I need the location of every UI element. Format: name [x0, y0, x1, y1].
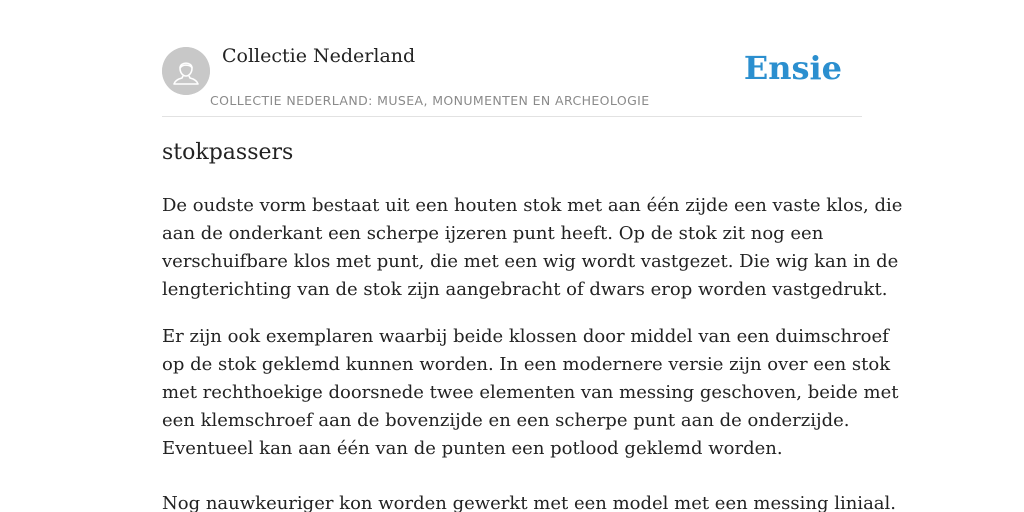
entry-header — [162, 0, 862, 117]
paragraph-line: Nog nauwkeuriger kon worden gewerkt met een model met een messing liniaal. — [162, 493, 897, 512]
paragraph-1 — [162, 192, 903, 304]
page-title: stokpassers — [162, 140, 294, 165]
collection-label[interactable]: COLLECTIE NEDERLAND: MUSEA, MONUMENTEN EN ARCHEOLOGIE — [210, 93, 650, 108]
paragraph-line: Er zijn ook exemplaren waarbij beide klossen door middel van een duimschroef — [162, 326, 889, 347]
paragraph-line: aan de onderkant een scherpe ijzeren punt heeft. Op de stok zit nog een — [162, 223, 824, 244]
paragraph-3 — [162, 490, 897, 512]
paragraph-line: een klemschroef aan de bovenzijde en een scherpe punt aan de onderzijde. — [162, 410, 850, 431]
brand-logo[interactable]: Ensie — [743, 49, 842, 87]
paragraph-line: De oudste vorm bestaat uit een houten stok met aan één zijde een vaste klos, die — [162, 195, 903, 216]
paragraph-line: op de stok geklemd kunnen worden. In een modernere versie zijn over een stok — [162, 354, 891, 375]
paragraph-2 — [162, 323, 899, 463]
paragraph-line: lengterichting van de stok zijn aangebracht of dwars erop worden vastgedrukt. — [162, 279, 888, 300]
user-silhouette-icon — [162, 47, 210, 95]
paragraph-line: verschuifbare klos met punt, die met een wig wordt vastgezet. Die wig kan in de — [162, 251, 899, 272]
paragraph-line: Eventueel kan aan één van de punten een potlood geklemd worden. — [162, 438, 783, 459]
author-name[interactable]: Collectie Nederland — [222, 45, 416, 67]
article-container — [162, 0, 903, 512]
paragraph-line: met rechthoekige doorsnede twee elementen van messing geschoven, beide met — [162, 382, 899, 403]
avatar[interactable] — [162, 47, 210, 95]
